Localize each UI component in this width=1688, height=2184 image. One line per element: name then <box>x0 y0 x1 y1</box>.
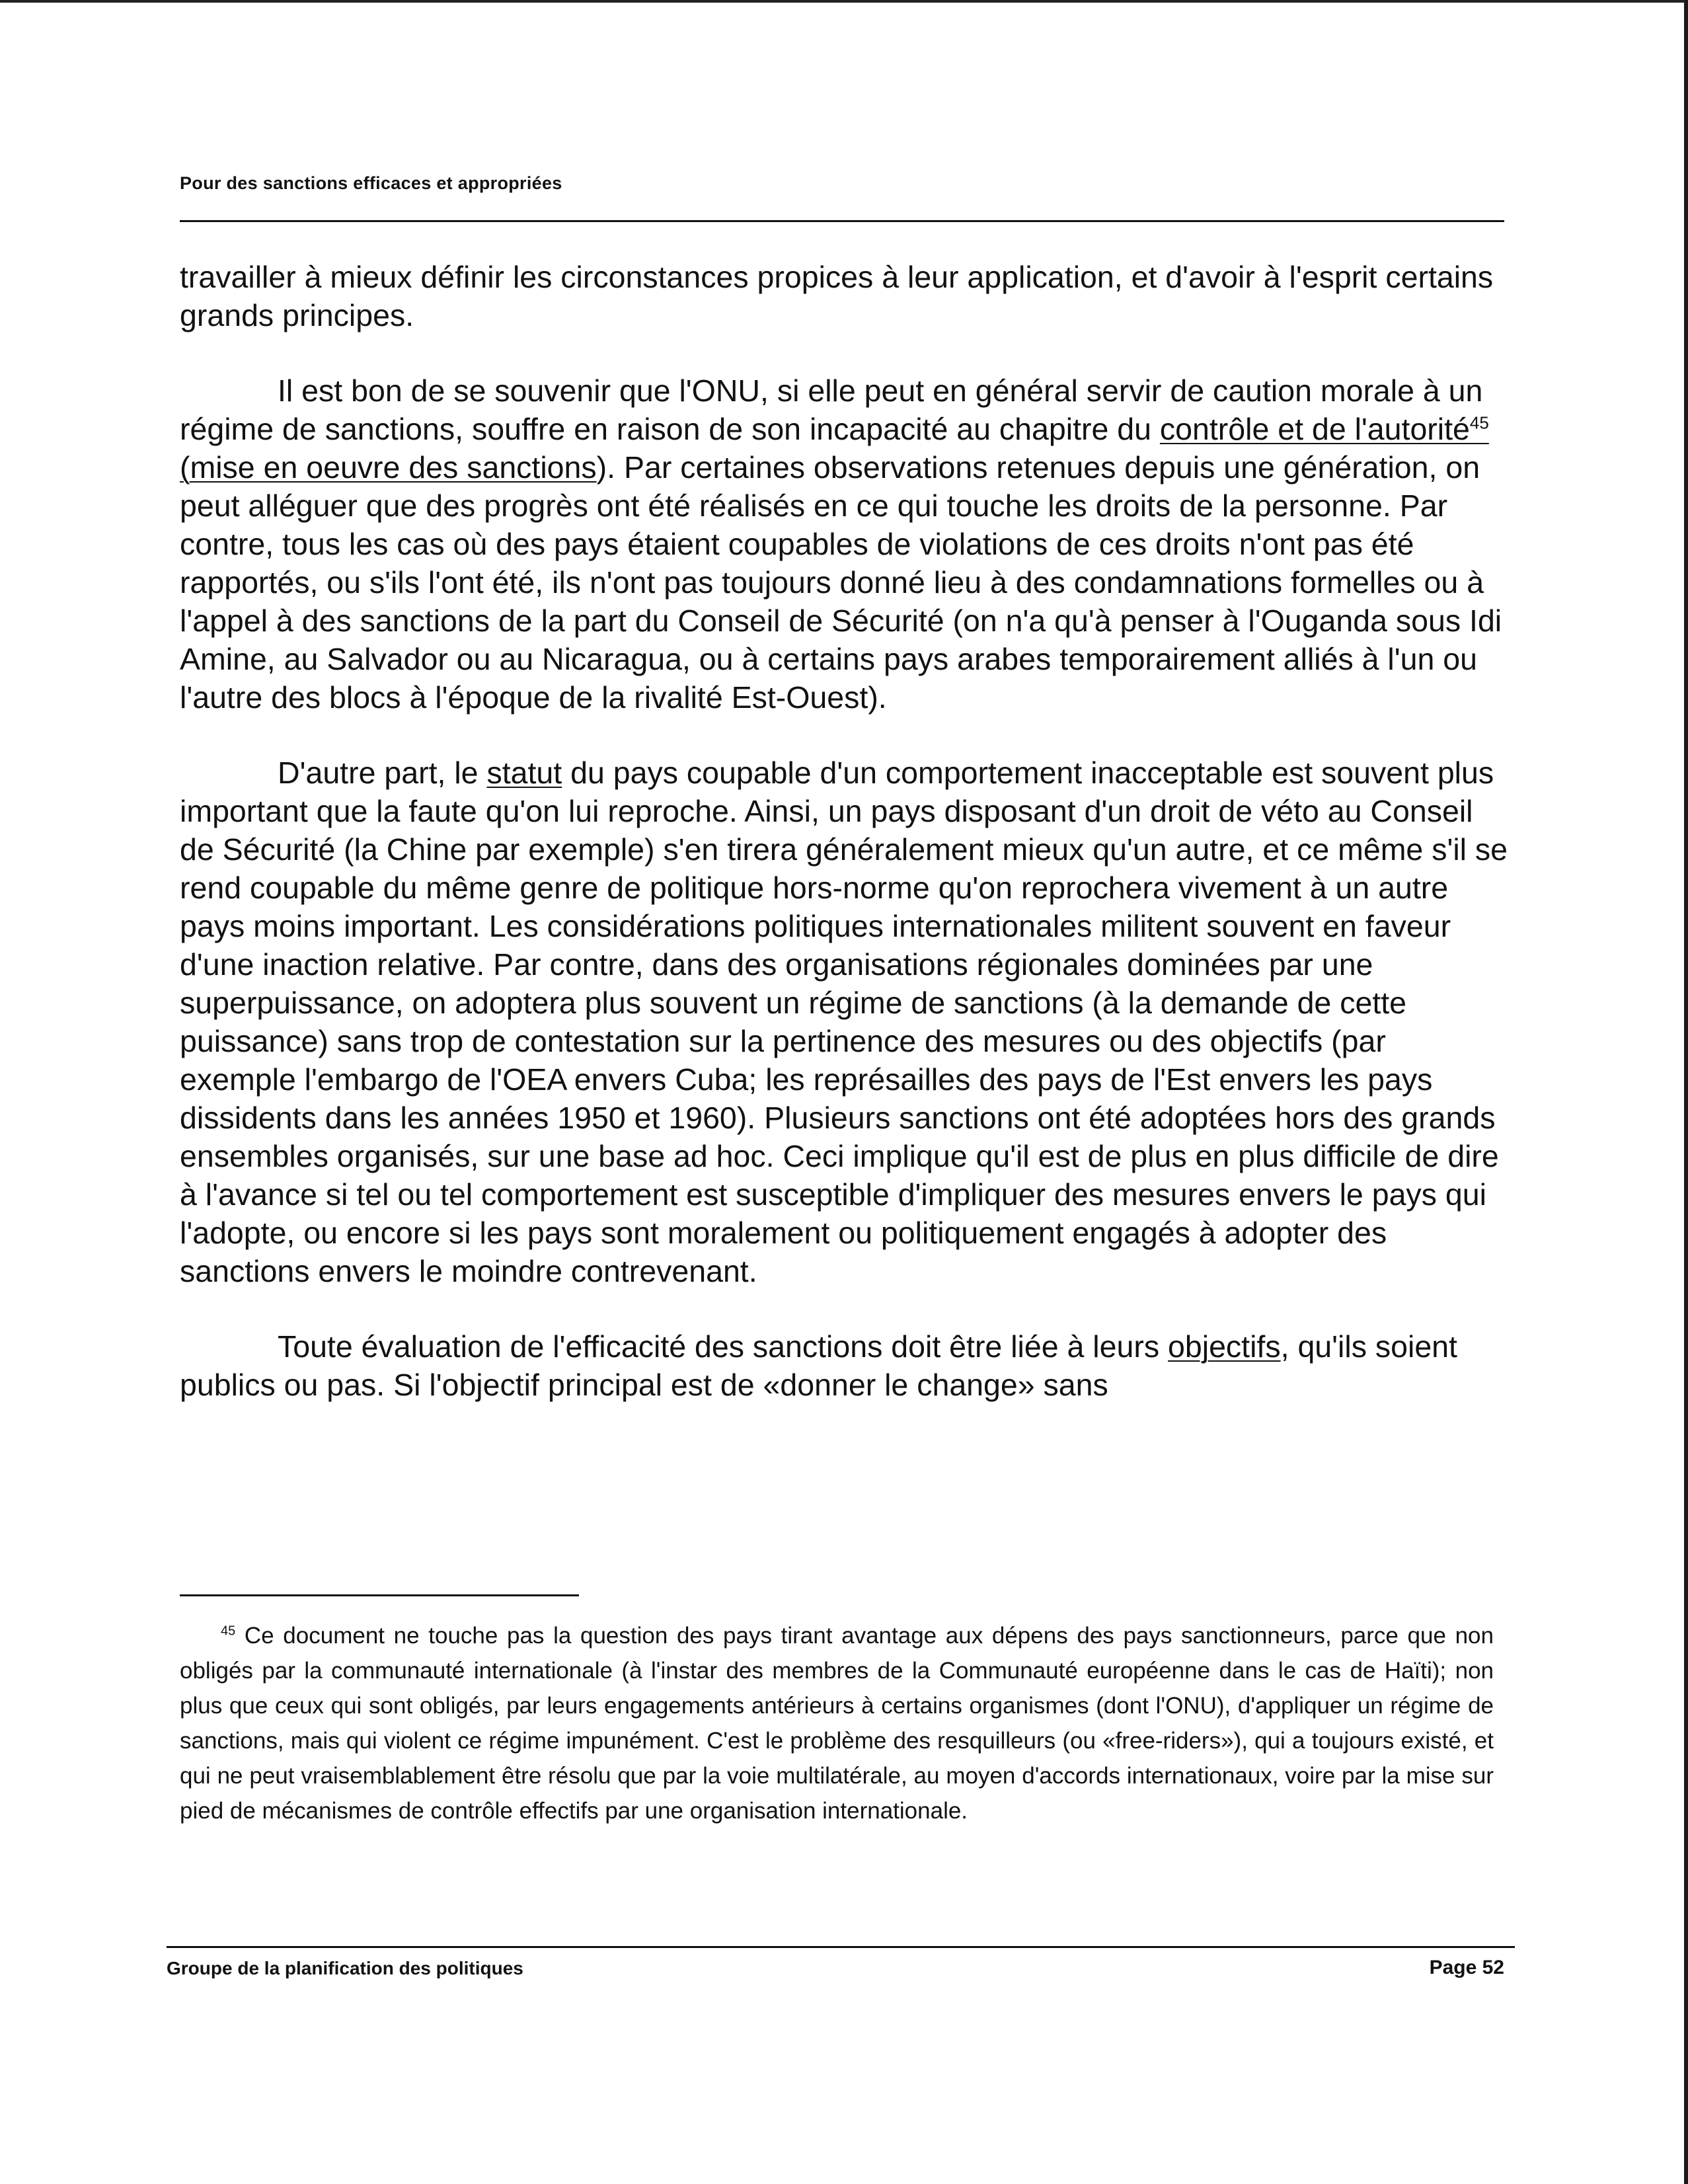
paragraph-2-text-a: Il est bon de se souvenir que l'ONU, si elle peut en général servir de caution morale à un régime de sanctions, souffre en raison de son incapacité au chapitre du <box>180 373 1483 446</box>
running-header: Pour des sanctions efficaces et appropriées <box>180 173 562 193</box>
footnote-separator <box>180 1594 579 1596</box>
page-number: Page 52 <box>1429 1957 1504 1978</box>
footnote-text: Ce document ne touche pas la question des pays tirant avantage aux dépens des pays sanctionneurs, parce que non obligés par la communauté internationale (à l'instar des membres de la Communauté européenne dans le cas de Haïti); non plus que ceux qui sont obligés, par leurs engagements antérieurs à certains organismes (dont l'ONU), d'appliquer un régime de sanctions, mais qui violent ce régime impunément. C'est le problème des resquilleurs (ou «free-riders»), qui a toujours existé, et qui ne peut vraisemblablement être résolu que par la voie multilatérale, au moyen d'accords internationaux, voire par la mise sur pied de mécanismes de contrôle effectifs par une organisation internationale. <box>180 1623 1494 1824</box>
footnote-ref-45[interactable]: 45 <box>1469 412 1489 433</box>
paragraph-4: Toute évaluation de l'efficacité des sanctions doit être liée à leurs objectifs, qu'ils soient publics ou pas. Si l'objectif principal est de «donner le change» sans <box>180 1329 1457 1402</box>
header-rule <box>180 220 1504 222</box>
footer-rule <box>167 1946 1515 1948</box>
main-text <box>180 258 1508 1441</box>
footer-organization: Groupe de la planification des politiques <box>167 1958 523 1978</box>
scan-right-edge <box>1684 0 1688 2184</box>
underlined-word-statut: statut <box>486 756 562 790</box>
footnote-number: 45 <box>221 1623 236 1639</box>
paragraph-2 <box>180 371 1508 717</box>
scan-top-edge <box>0 0 1688 3</box>
paragraph-2-text-b: ). Par certaines observations retenues depuis une génération, on peut alléguer que des progrès ont été réalisés en ce qui touche les droits de la personne. Par contre, tous les cas où des pays étaient coupables de violations de ces droits n'ont pas été rapportés, ou s'ils l'ont été, ils n'ont pas toujours donné lieu à des condamnations formelles ou à l'appel à des sanctions de la part du Conseil de Sécurité (on n'a qu'à penser à l'Ouganda sous Idi Amine, au Salvador ou au Nicaragua, ou à certains pays arabes temporairement alliés à l'un ou l'autre des blocs à l'époque de la rivalité Est-Ouest). <box>180 450 1502 715</box>
paragraph-3: D'autre part, le statut du pays coupable d'un comportement inacceptable est souvent plus important que la faute qu'on lui reproche. Ainsi, un pays disposant d'un droit de véto au Conseil de Sécurité (la Chine par exemple) s'en tirera généralement mieux qu'un autre, et ce même s'il se rend coupable du même genre de politique hors-norme qu'on reprochera vivement à un autre pays moins important. Les considérations politiques internationales militent souvent en faveur d'une inaction relative. Par contre, dans des organisations régionales dominées par une superpuissance, on adoptera plus souvent un régime de sanctions (à la demande de cette puissance) sans trop de contestation sur la pertinence des mesures ou des objectifs (par exemple l'embargo de l'OEA envers Cuba; les représailles des pays de l'Est envers les pays dissidents dans les années 1950 et 1960). Plusieurs sanctions ont été adoptées hors des grands ensembles organisés, sur une base ad hoc. Ceci implique qu'il est de plus en plus difficile de dire à l'avance si tel ou tel comportement est susceptible d'impliquer des mesures envers le pays qui l'adopte, ou encore si les pays sont moralement ou politiquement engagés à adopter des sanctions envers le moindre contrevenant. <box>180 756 1508 1288</box>
underlined-phrase-1: contrôle et de l'autorité$^{45}$ (mise en oeuvre des sanctions <box>180 412 1489 485</box>
paragraph-1: travailler à mieux définir les circonstances propices à leur application, et d'avoir à l'esprit certains grands principes. <box>180 260 1494 332</box>
underlined-word-objectifs: objectifs <box>1168 1329 1281 1364</box>
footnote-45 <box>180 1618 1494 1828</box>
